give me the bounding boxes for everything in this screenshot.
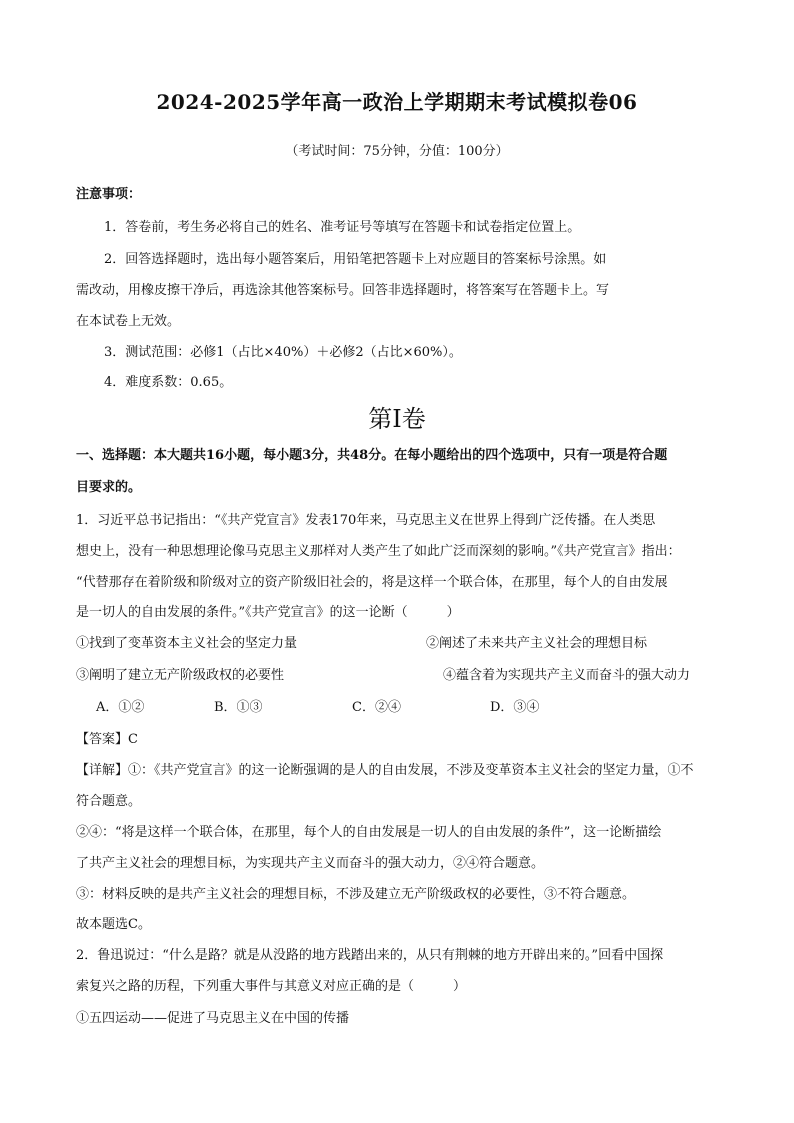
q1-item-4: ④蕴含着为实现共产主义而奋斗的强大动力 [443, 668, 691, 683]
section-instruction-line-2: 目要求的。 [76, 480, 142, 495]
q2-stem-line-2: 索复兴之路的历程，下列重大事件与其意义对应正确的是（ ） [76, 979, 467, 994]
section-instruction-line-1: 一、选择题：本大题共16小题，每小题3分，共48分。在每小题给出的四个选项中，只有一项是符合题 [76, 448, 668, 463]
q1-stem-line-3: “代替那存在着阶级和阶级对立的资产阶级旧社会的，将是这样一个联合体，在那里，每个人的自由发展 [76, 575, 668, 590]
q1-detail-line-1: 【详解】①：《共产党宣言》的这一论断强调的是人的自由发展，不涉及变革资本主义社会的坚定力量，①不 [76, 763, 694, 778]
notice-item-4: 4．难度系数：0.65。 [104, 375, 233, 390]
q1-item-1: ①找到了变革资本主义社会的坚定力量 [76, 636, 298, 651]
q1-item-3: ③阐明了建立无产阶级政权的必要性 [76, 668, 285, 683]
q1-stem-line-4: 是一切人的自由发展的条件。”《共产党宣言》的这一论断（ ） [76, 605, 460, 620]
notice-item-2-line-3: 在本试卷上无效。 [76, 314, 181, 329]
section-title: 第Ⅰ卷 [368, 405, 426, 433]
exam-duration-subtitle: （考试时间：75分钟，分值：100分） [285, 144, 509, 159]
q1-detail-line-3: ②④：“将是这样一个联合体，在那里，每个人的自由发展是一切人的自由发展的条件”，这一论断描绘 [76, 825, 662, 840]
q1-choice-d: D．③④ [490, 700, 540, 715]
q1-choice-a: A．①② [96, 700, 145, 715]
q1-answer: 【答案】C [76, 732, 138, 747]
page-title: 2024-2025学年高一政治上学期期末考试模拟卷06 [156, 90, 638, 114]
notice-item-2-line-2: 需改动，用橡皮擦干净后，再选涂其他答案标号。回答非选择题时，将答案写在答题卡上。写 [76, 283, 610, 298]
notice-heading: 注意事项： [76, 187, 142, 202]
notice-item-2-line-1: 2．回答选择题时，选出每小题答案后，用铅笔把答题卡上对应题目的答案标号涂黑。如 [104, 252, 607, 267]
q1-choice-b: B．①③ [214, 700, 263, 715]
notice-item-3: 3．测试范围：必修1（占比×40%）＋必修2（占比×60%）。 [104, 345, 462, 360]
q1-detail-line-6: 故本题选C。 [76, 917, 151, 932]
q1-detail-line-4: 了共产主义社会的理想目标，为实现共产主义而奋斗的强大动力，②④符合题意。 [76, 856, 545, 871]
q2-item-1: ①五四运动——促进了马克思主义在中国的传播 [76, 1011, 350, 1026]
q1-choice-c: C．②④ [352, 700, 401, 715]
q1-detail-line-5: ③：材料反映的是共产主义社会的理想目标，不涉及建立无产阶级政权的必要性，③不符合题意。 [76, 887, 636, 902]
notice-item-1: 1．答卷前，考生务必将自己的姓名、准考证号等填写在答题卡和试卷指定位置上。 [104, 220, 581, 235]
q1-stem-line-2: 想史上，没有一种思想理论像马克思主义那样对人类产生了如此广泛而深刻的影响。”《共产党宣言》指出： [76, 544, 681, 559]
q1-item-2: ②阐述了未来共产主义社会的理想目标 [426, 636, 648, 651]
q1-detail-line-2: 符合题意。 [76, 794, 142, 809]
q1-stem-line-1: 1．习近平总书记指出：“《共产党宣言》发表170年来，马克思主义在世界上得到广泛传播。在人类思 [76, 513, 656, 528]
q2-stem-line-1: 2．鲁迅说过：“什么是路？就是从没路的地方践踏出来的，从只有荆棘的地方开辟出来的。”回看中国探 [76, 948, 664, 963]
